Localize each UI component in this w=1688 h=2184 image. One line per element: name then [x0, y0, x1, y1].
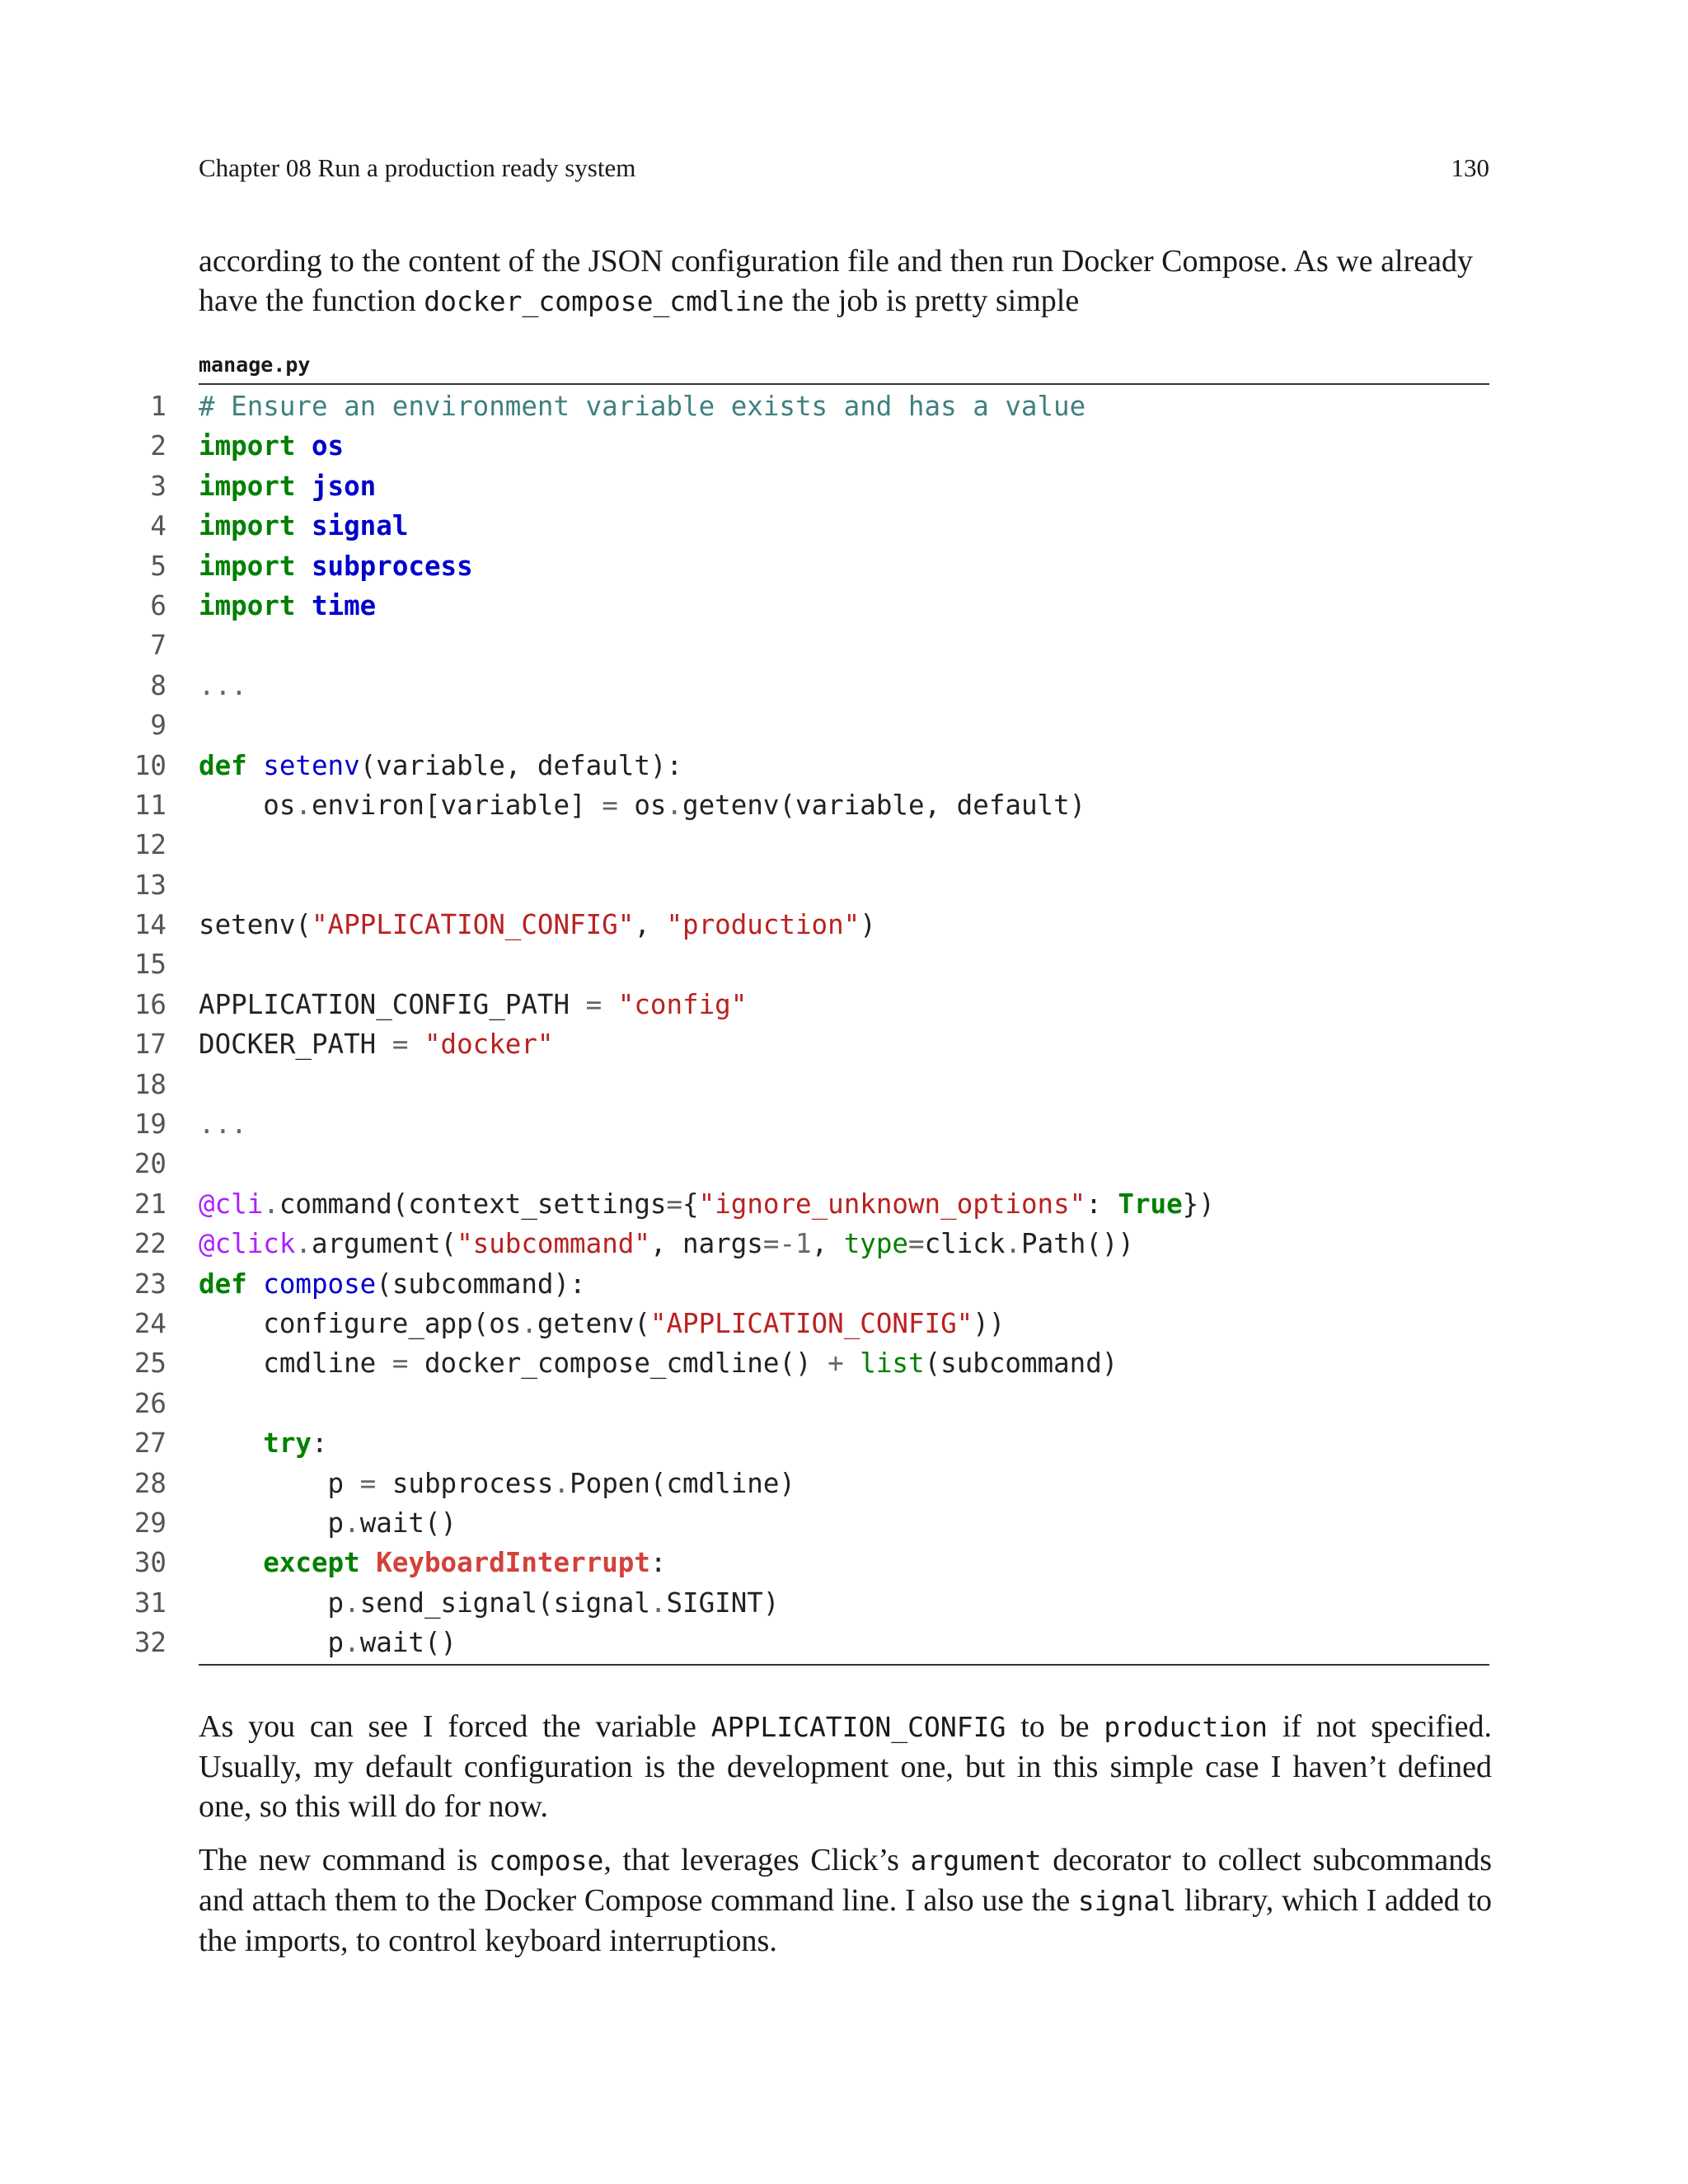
- code-token: .: [521, 1307, 537, 1339]
- line-number: 17: [134, 1029, 166, 1061]
- code-token: =: [585, 988, 603, 1020]
- code-token: "config": [617, 988, 748, 1020]
- code-text: [199, 985, 747, 1024]
- line-number: 24: [134, 1307, 166, 1339]
- line-number: 2: [150, 430, 166, 462]
- code-line: [124, 466, 1492, 506]
- code-token: .: [295, 789, 312, 821]
- line-number: 4: [150, 510, 166, 542]
- code-token: subprocess: [311, 550, 473, 582]
- code-token: "subcommand": [457, 1228, 650, 1260]
- line-number: 7: [150, 630, 166, 662]
- code-token: [199, 1427, 263, 1459]
- line-number: 20: [134, 1148, 166, 1180]
- code-token: KeyboardInterrupt: [376, 1547, 650, 1579]
- code-token: SIGINT): [666, 1586, 780, 1619]
- code-token: .: [263, 1188, 279, 1220]
- p1-text-1: As you can see I forced the variable: [199, 1709, 711, 1744]
- code-text: [199, 1464, 795, 1503]
- code-token: , nargs: [649, 1228, 763, 1260]
- code-token: :: [311, 1427, 328, 1460]
- code-token: =: [392, 1347, 409, 1380]
- p2-code-1: compose: [489, 1844, 604, 1877]
- code-line: [124, 586, 1492, 626]
- code-token: docker_compose_cmdline(): [408, 1347, 828, 1380]
- code-token: command(context_settings: [279, 1188, 667, 1220]
- code-line: [124, 387, 1492, 426]
- code-line: [124, 1104, 1492, 1144]
- code-text: [199, 1104, 247, 1144]
- line-number: 3: [150, 470, 166, 502]
- line-number: 5: [150, 550, 166, 582]
- line-number: 29: [134, 1507, 166, 1539]
- code-line: [124, 865, 1492, 905]
- p2-text-4: library, which I added to the imports, to control keyboard interruptions.: [199, 1883, 1493, 1958]
- code-token: }): [1182, 1188, 1215, 1220]
- code-line: [124, 1623, 1492, 1662]
- code-token: [295, 551, 312, 582]
- code-token: setenv(: [199, 909, 312, 941]
- code-token: # Ensure an environment variable exists and has a value: [199, 391, 1086, 422]
- code-token: ,: [634, 909, 667, 941]
- code-token: subprocess: [376, 1467, 554, 1499]
- p1-code-1: APPLICATION_CONFIG: [710, 1711, 1006, 1743]
- code-token: .: [295, 1228, 312, 1260]
- code-token: (subcommand):: [376, 1268, 586, 1300]
- line-number: 22: [134, 1228, 166, 1260]
- code-token: [199, 1547, 263, 1578]
- line-number: 21: [134, 1188, 166, 1220]
- code-line: [124, 1224, 1492, 1263]
- line-number: 15: [134, 949, 166, 981]
- code-token: True: [1118, 1188, 1183, 1220]
- code-token: ...: [199, 669, 247, 701]
- code-line: [124, 905, 1492, 944]
- code-text: [199, 1184, 1215, 1224]
- code-text: [199, 1264, 586, 1304]
- code-text: [199, 1224, 1134, 1263]
- code-token: DOCKER_PATH: [199, 1029, 392, 1061]
- line-number: 1: [150, 391, 166, 422]
- code-token: ): [860, 909, 876, 941]
- code-line: [124, 705, 1492, 745]
- paragraph-2: [199, 1840, 1492, 1961]
- code-line: [124, 666, 1492, 705]
- code-token: click: [924, 1228, 1006, 1260]
- code-token: ,: [811, 1228, 844, 1260]
- code-token: [247, 750, 264, 781]
- code-line: [124, 546, 1492, 586]
- code-token: ...: [199, 1108, 247, 1141]
- code-token: Popen(cmdline): [570, 1467, 795, 1499]
- code-line: [124, 1464, 1492, 1503]
- code-token: [295, 510, 312, 541]
- code-line: [124, 746, 1492, 785]
- code-line: [124, 506, 1492, 546]
- code-token: {: [682, 1188, 699, 1220]
- code-token: json: [311, 470, 377, 502]
- code-block: [124, 387, 1492, 1663]
- code-line: [124, 1264, 1492, 1304]
- code-token: argument(: [311, 1228, 457, 1260]
- intro-paragraph: [199, 241, 1492, 321]
- code-token: wait(): [359, 1507, 457, 1539]
- code-token: send_signal(signal: [359, 1586, 650, 1619]
- code-token: .: [553, 1467, 570, 1499]
- code-token: [295, 471, 312, 502]
- code-caption: manage.py: [199, 353, 311, 377]
- code-text: [199, 546, 473, 586]
- page-header: [199, 153, 1489, 183]
- code-token: =-1: [762, 1228, 812, 1260]
- code-token: +: [828, 1347, 844, 1380]
- code-line: [124, 1184, 1492, 1224]
- code-line: [124, 1583, 1492, 1623]
- code-token: setenv: [263, 749, 360, 781]
- code-token: [408, 1029, 424, 1060]
- code-line: [124, 426, 1492, 466]
- code-token: (subcommand): [924, 1347, 1118, 1380]
- p2-text-3: decorator to collect subcommands and attach them to the Docker Compose command line. I also use the: [199, 1843, 1492, 1918]
- code-token: "APPLICATION_CONFIG": [311, 909, 635, 941]
- code-text: [199, 1304, 1005, 1343]
- code-token: =: [666, 1188, 683, 1220]
- code-token: os: [199, 789, 296, 821]
- code-token: os: [617, 789, 667, 821]
- code-token: [360, 1547, 377, 1578]
- p1-text-2: to be: [1006, 1709, 1104, 1744]
- code-token: getenv(variable, default): [682, 789, 1086, 821]
- line-number: 25: [134, 1347, 166, 1380]
- code-token: import: [199, 589, 296, 621]
- code-token: wait(): [359, 1627, 457, 1659]
- code-token: time: [311, 589, 377, 621]
- code-token: .: [649, 1586, 667, 1619]
- code-line: [124, 985, 1492, 1024]
- code-token: import: [199, 550, 296, 582]
- code-line: [124, 1543, 1492, 1582]
- code-token: :: [1085, 1188, 1118, 1220]
- code-line: [124, 944, 1492, 984]
- code-token: "docker": [424, 1029, 554, 1061]
- code-text: [199, 1583, 779, 1623]
- code-text: [199, 1423, 328, 1463]
- line-number: 18: [134, 1068, 166, 1100]
- code-line: [124, 785, 1492, 825]
- line-number: 28: [134, 1467, 166, 1499]
- code-token: "production": [666, 909, 860, 941]
- code-token: "ignore_unknown_options": [698, 1188, 1086, 1220]
- code-token: .: [344, 1507, 360, 1539]
- line-number: 12: [134, 829, 166, 861]
- line-number: 19: [134, 1108, 166, 1141]
- code-token: (variable, default):: [359, 749, 683, 781]
- line-number: 30: [134, 1547, 166, 1579]
- code-token: signal: [311, 510, 409, 542]
- code-text: [199, 1024, 554, 1064]
- p2-text-2: , that leverages Click’s: [603, 1843, 911, 1877]
- code-text: [199, 1343, 1118, 1383]
- code-line: [124, 1384, 1492, 1423]
- code-text: [199, 905, 876, 944]
- code-token: .: [344, 1586, 360, 1619]
- code-text: [199, 1623, 457, 1662]
- code-line: [124, 1304, 1492, 1343]
- code-text: [199, 506, 408, 546]
- code-token: import: [199, 510, 296, 542]
- code-token: try: [263, 1427, 312, 1460]
- code-token: .: [666, 789, 683, 821]
- code-text: [199, 387, 1085, 426]
- code-token: p: [199, 1507, 345, 1539]
- code-line: [124, 626, 1492, 665]
- code-token: os: [311, 430, 345, 462]
- code-line: [124, 1065, 1492, 1104]
- code-token: import: [199, 430, 296, 462]
- p1-code-2: production: [1104, 1711, 1268, 1743]
- code-token: import: [199, 470, 296, 502]
- code-token: Path()): [1021, 1228, 1134, 1260]
- paragraph-1: [199, 1707, 1492, 1826]
- code-token: cmdline: [199, 1347, 392, 1380]
- code-token: list: [860, 1347, 925, 1380]
- code-token: except: [263, 1547, 360, 1579]
- code-token: )): [973, 1307, 1006, 1339]
- p2-code-2: argument: [910, 1844, 1042, 1877]
- code-text: [199, 1503, 457, 1543]
- code-token: [295, 430, 312, 462]
- code-token: [844, 1347, 860, 1379]
- code-token: =: [908, 1228, 925, 1260]
- line-number: 8: [150, 669, 166, 701]
- line-number: 10: [134, 749, 166, 781]
- line-number: 13: [134, 869, 166, 901]
- line-number: 6: [150, 589, 166, 621]
- code-token: p: [199, 1627, 345, 1659]
- code-text: [199, 426, 344, 466]
- code-token: p: [199, 1467, 360, 1499]
- code-line: [124, 1503, 1492, 1543]
- code-token: @cli: [199, 1188, 264, 1220]
- code-line: [124, 1144, 1492, 1183]
- line-number: 9: [150, 710, 166, 742]
- code-line: [124, 825, 1492, 865]
- code-token: [602, 989, 618, 1020]
- code-token: =: [602, 789, 618, 821]
- chapter-title: Chapter 08 Run a production ready system: [199, 153, 636, 182]
- code-token: p: [199, 1586, 345, 1619]
- code-token: [295, 590, 312, 621]
- line-number: 23: [134, 1268, 166, 1300]
- code-text: [199, 586, 376, 626]
- code-token: compose: [263, 1268, 377, 1300]
- intro-inline-code: docker_compose_cmdline: [424, 285, 785, 317]
- p1-text-3: if not specified. Usually, my default configuration is the development one, but in this simple case I haven’t defined one, so this will do for now.: [199, 1709, 1492, 1824]
- code-token: APPLICATION_CONFIG_PATH: [199, 988, 586, 1020]
- code-text: [199, 746, 682, 785]
- code-token: type: [843, 1228, 908, 1260]
- code-token: :: [649, 1547, 667, 1579]
- code-token: =: [392, 1029, 409, 1061]
- code-token: .: [344, 1627, 360, 1659]
- code-token: [247, 1268, 264, 1300]
- line-number: 31: [134, 1586, 166, 1619]
- line-number: 14: [134, 909, 166, 941]
- line-number: 16: [134, 988, 166, 1020]
- intro-text-2: the job is pretty simple: [784, 284, 1080, 318]
- p2-code-3: signal: [1077, 1885, 1177, 1917]
- code-token: .: [1005, 1228, 1021, 1260]
- page-number: 130: [1451, 153, 1489, 182]
- code-token: =: [359, 1467, 377, 1499]
- code-text: [199, 785, 1085, 825]
- line-number: 27: [134, 1427, 166, 1460]
- line-number: 26: [134, 1387, 166, 1419]
- code-token: getenv(: [537, 1307, 650, 1339]
- p2-text-1: The new command is: [199, 1843, 490, 1877]
- code-token: configure_app(os: [199, 1307, 522, 1339]
- line-number: 32: [134, 1627, 166, 1659]
- code-token: "APPLICATION_CONFIG": [649, 1307, 973, 1339]
- code-text: [199, 1543, 666, 1582]
- code-text: [199, 466, 376, 506]
- code-token: @click: [199, 1228, 296, 1260]
- code-token: environ[variable]: [311, 789, 603, 821]
- line-number: 11: [134, 789, 166, 821]
- code-token: def: [199, 749, 247, 781]
- code-token: def: [199, 1268, 247, 1300]
- code-top-rule: [199, 383, 1489, 385]
- code-line: [124, 1423, 1492, 1463]
- code-bottom-rule: [199, 1664, 1489, 1666]
- code-text: [199, 666, 247, 705]
- code-line: [124, 1024, 1492, 1064]
- code-line: [124, 1343, 1492, 1383]
- intro-text-1: according to the content of the JSON configuration file and then run Docker Compose. As we already have the function: [199, 244, 1473, 318]
